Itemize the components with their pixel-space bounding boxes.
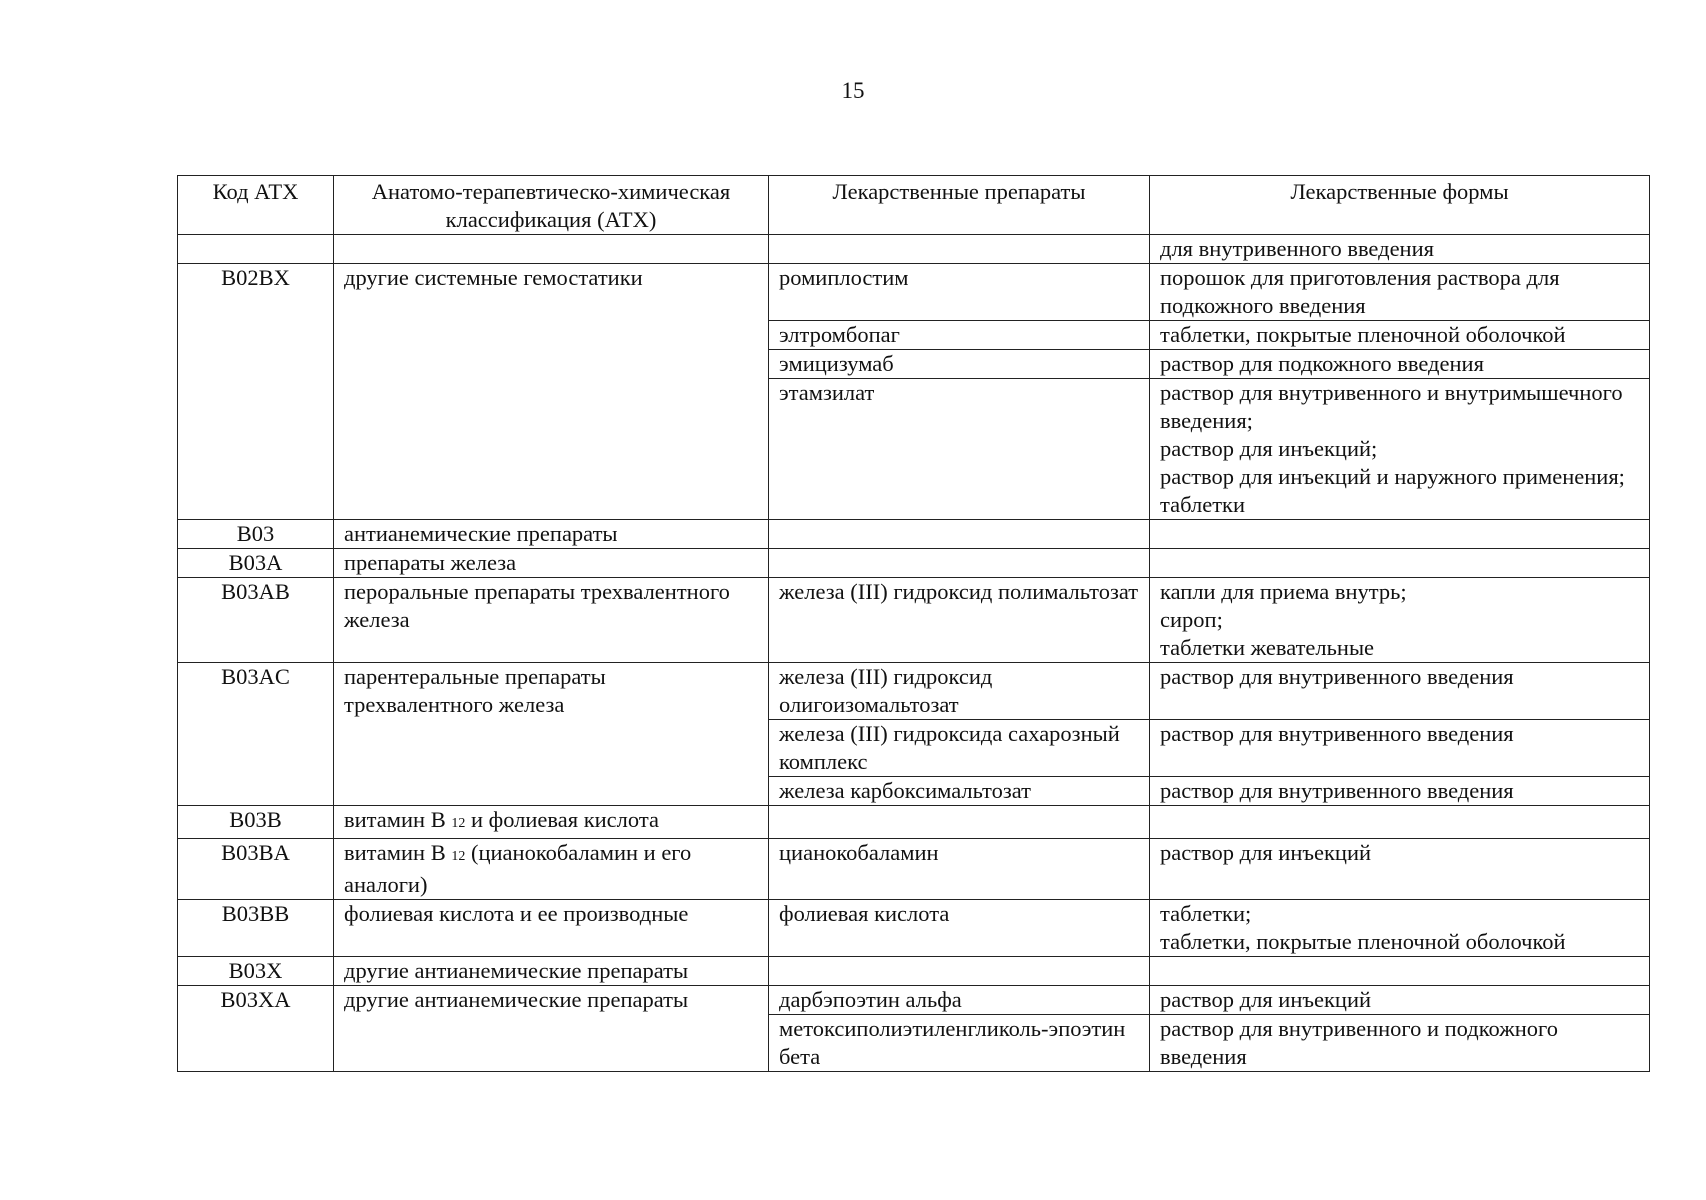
drug-cell: фолиевая кислота — [769, 900, 1150, 957]
code-cell: B03AB — [178, 578, 334, 663]
form-line: капли для приема внутрь; — [1160, 579, 1407, 604]
name-cell: другие системные гемостатики — [334, 264, 769, 520]
form-line: раствор для внутривенного введения — [1160, 778, 1514, 803]
form-line: для внутривенного введения — [1160, 236, 1434, 261]
code-cell: B03B — [178, 806, 334, 839]
name-cell: пероральные препараты трехвалентного железа — [334, 578, 769, 663]
drug-cell: этамзилат — [769, 379, 1150, 520]
form-cell — [1150, 235, 1650, 264]
form-line: раствор для инъекций — [1160, 840, 1372, 865]
drug-cell: эмицизумаб — [769, 350, 1150, 379]
form-line: раствор для инъекций и наружного применения; — [1160, 464, 1625, 489]
drug-cell: цианокобаламин — [769, 839, 1150, 900]
name-cell — [334, 839, 769, 900]
header-forms: Лекарственные формы — [1150, 176, 1650, 235]
form-line: раствор для внутривенного и подкожного введения — [1160, 1016, 1558, 1069]
name-cell: препараты железа — [334, 549, 769, 578]
table-row — [178, 839, 1650, 900]
drug-cell: дарбэпоэтин альфа — [769, 986, 1150, 1015]
form-cell — [1150, 1015, 1650, 1072]
name-cell: другие антианемические препараты — [334, 957, 769, 986]
form-line: таблетки; — [1160, 901, 1252, 926]
name-cell — [334, 235, 769, 264]
drug-cell: метоксиполиэтиленгликоль-эпоэтин бета — [769, 1015, 1150, 1072]
code-cell: B03BA — [178, 839, 334, 900]
table-row — [178, 520, 1650, 549]
code-cell: B03 — [178, 520, 334, 549]
form-cell — [1150, 720, 1650, 777]
name-cell: антианемические препараты — [334, 520, 769, 549]
name-cell: фолиевая кислота и ее производные — [334, 900, 769, 957]
code-cell: B03AC — [178, 663, 334, 806]
table-header-row — [178, 176, 1650, 235]
table-row — [178, 663, 1650, 720]
form-cell — [1150, 520, 1650, 549]
table-row — [178, 957, 1650, 986]
form-line: раствор для подкожного введения — [1160, 351, 1484, 376]
form-cell — [1150, 957, 1650, 986]
form-line: порошок для приготовления раствора для подкожного введения — [1160, 265, 1560, 318]
name-cell: другие антианемические препараты — [334, 986, 769, 1072]
table-row — [178, 235, 1650, 264]
code-cell — [178, 235, 334, 264]
form-line: раствор для инъекций — [1160, 987, 1372, 1012]
name-subscript: 12 — [451, 816, 466, 831]
table-row — [178, 986, 1650, 1015]
code-cell: B03XA — [178, 986, 334, 1072]
form-cell — [1150, 900, 1650, 957]
table-row — [178, 900, 1650, 957]
drug-cell: железа (III) гидроксида сахарозный комплекс — [769, 720, 1150, 777]
form-line: таблетки — [1160, 492, 1246, 517]
code-cell: B03BB — [178, 900, 334, 957]
form-cell — [1150, 986, 1650, 1015]
drug-cell: элтромбопаг — [769, 321, 1150, 350]
table-row — [178, 549, 1650, 578]
form-cell — [1150, 578, 1650, 663]
header-classification: Анатомо-терапевтическо-химическая классификация (АТХ) — [334, 176, 769, 235]
name-cell — [334, 806, 769, 839]
form-line: таблетки, покрытые пленочной оболочкой — [1160, 322, 1566, 347]
drug-cell: железа (III) гидроксид полимальтозат — [769, 578, 1150, 663]
form-line: раствор для внутривенного и внутримышечного введения; — [1160, 380, 1623, 433]
code-cell: B03X — [178, 957, 334, 986]
name-text: витамин В — [344, 840, 452, 865]
table-row — [178, 806, 1650, 839]
name-text: витамин В — [344, 807, 452, 832]
form-cell — [1150, 777, 1650, 806]
form-line: раствор для инъекций; — [1160, 436, 1378, 461]
name-cell: парентеральные препараты трехвалентного железа — [334, 663, 769, 806]
header-drugs: Лекарственные препараты — [769, 176, 1150, 235]
code-cell: B02BX — [178, 264, 334, 520]
drug-cell: железа (III) гидроксид олигоизомальтозат — [769, 663, 1150, 720]
drug-cell — [769, 957, 1150, 986]
name-text: и фолиевая кислота — [465, 807, 659, 832]
table-row — [178, 264, 1650, 321]
drug-cell — [769, 806, 1150, 839]
form-line: сироп; — [1160, 607, 1223, 632]
drug-cell: железа карбоксимальтозат — [769, 777, 1150, 806]
atx-drug-table — [177, 175, 1650, 1072]
header-code: Код АТХ — [178, 176, 334, 235]
form-cell — [1150, 321, 1650, 350]
drug-cell: ромиплостим — [769, 264, 1150, 321]
form-cell — [1150, 549, 1650, 578]
table-row — [178, 578, 1650, 663]
form-cell — [1150, 379, 1650, 520]
form-line: таблетки жевательные — [1160, 635, 1375, 660]
form-cell — [1150, 839, 1650, 900]
name-text: (цианокобаламин и его аналоги) — [344, 840, 692, 897]
form-line: таблетки, покрытые пленочной оболочкой — [1160, 929, 1566, 954]
form-cell — [1150, 663, 1650, 720]
name-subscript: 12 — [451, 849, 466, 864]
page-number: 15 — [841, 78, 865, 103]
form-cell — [1150, 264, 1650, 321]
drug-cell — [769, 520, 1150, 549]
drug-cell — [769, 235, 1150, 264]
code-cell: B03A — [178, 549, 334, 578]
form-cell — [1150, 806, 1650, 839]
form-cell — [1150, 350, 1650, 379]
form-line: раствор для внутривенного введения — [1160, 664, 1514, 689]
form-line: раствор для внутривенного введения — [1160, 721, 1514, 746]
drug-cell — [769, 549, 1150, 578]
